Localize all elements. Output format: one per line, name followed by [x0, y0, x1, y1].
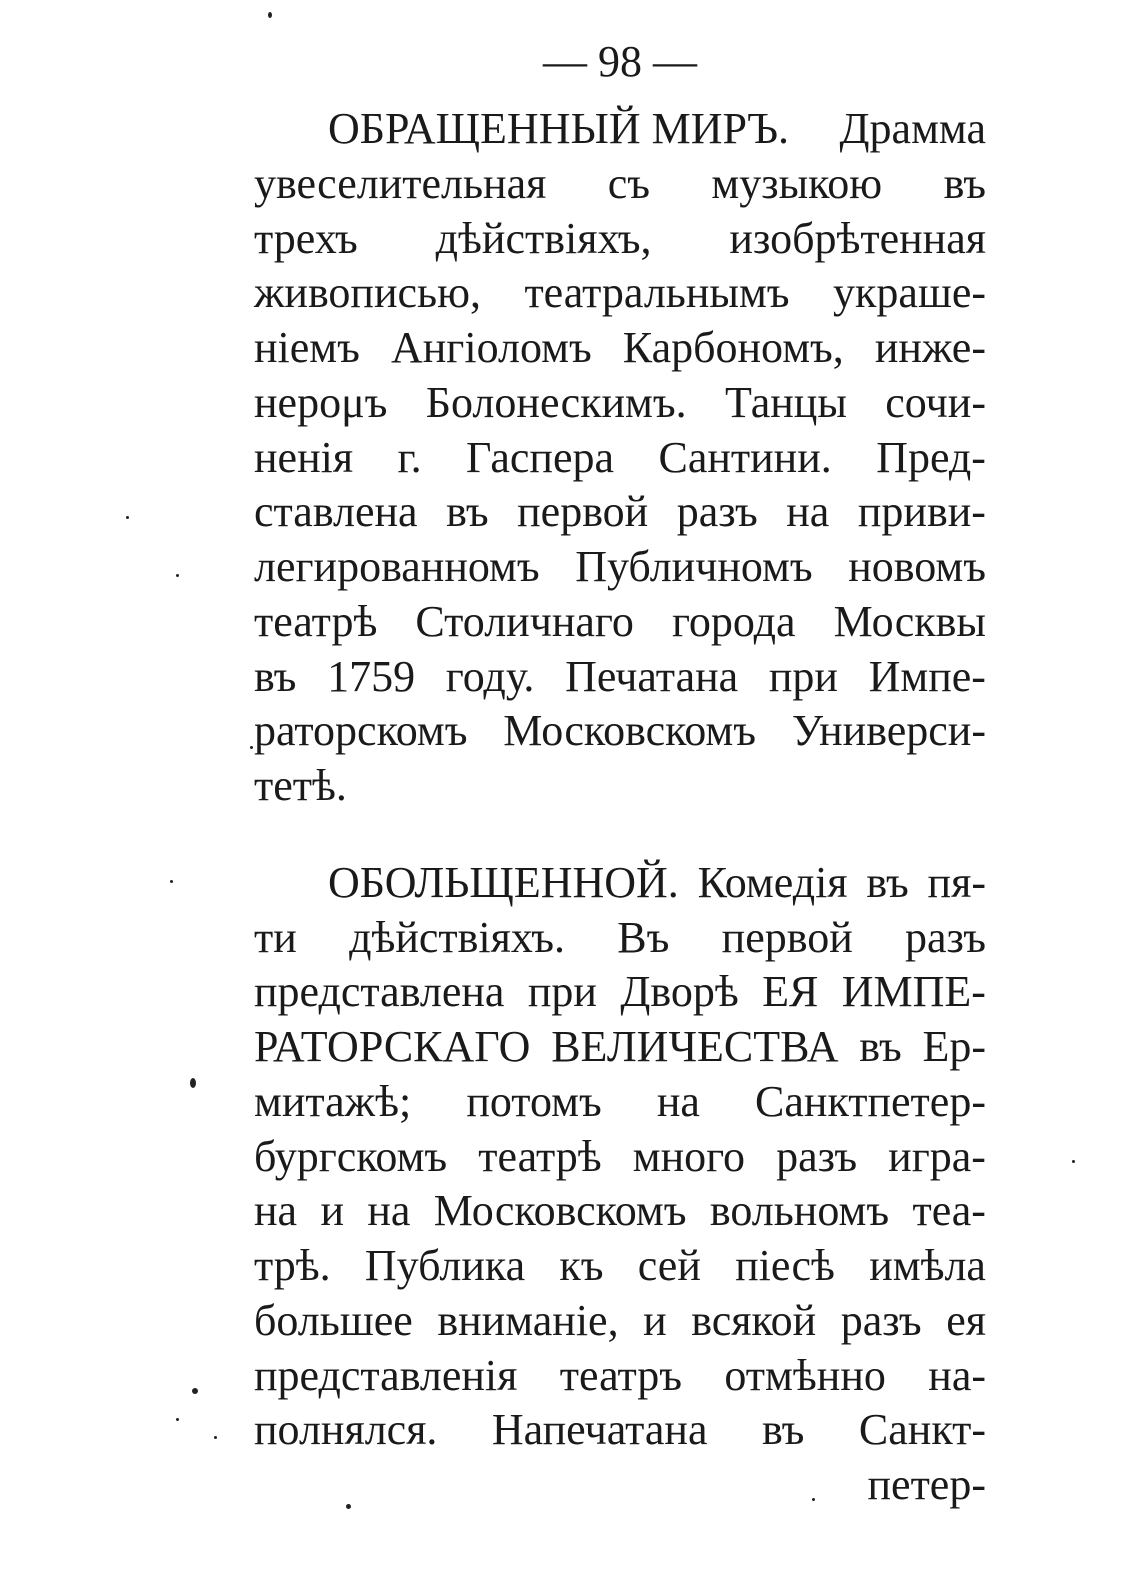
scan-speck [176, 574, 179, 577]
text-line [254, 1294, 986, 1349]
word: игра- [888, 1131, 986, 1181]
word: ставлена [254, 487, 418, 537]
word: митажѣ; [254, 1076, 412, 1126]
text-line [254, 1184, 986, 1239]
word: при [527, 967, 597, 1017]
word: Ангіоломъ [390, 323, 592, 372]
word: въ [866, 857, 909, 907]
text-line [254, 704, 986, 759]
word: ОБРАЩЕННЫЙ МИРЪ. [328, 104, 790, 153]
word: театръ [559, 1350, 682, 1400]
word: ея [946, 1295, 986, 1345]
text-line [254, 856, 986, 911]
scan-speck [812, 1498, 815, 1501]
entry-obrashchennyi-mir [254, 102, 986, 814]
word: вниманіе, [437, 1295, 619, 1345]
word: сей [637, 1241, 701, 1290]
word: города [671, 596, 796, 646]
word: на [656, 1076, 700, 1126]
word: на- [928, 1350, 986, 1400]
text-line [254, 1020, 986, 1075]
word: приви- [857, 487, 986, 537]
text-line [254, 376, 986, 431]
word: первой [517, 487, 649, 537]
word: тетѣ. [254, 761, 347, 810]
word: Ер- [922, 1022, 986, 1071]
scan-speck [250, 746, 253, 749]
word: Публичномъ [575, 542, 813, 591]
text-line [254, 485, 986, 540]
word: ЕЯ [762, 967, 819, 1017]
word: ВЕЛИЧЕСТВА [551, 1022, 839, 1071]
text-column [254, 102, 986, 1513]
word: трѣ. [254, 1241, 331, 1290]
word: Москвы [833, 596, 986, 646]
word: много [632, 1131, 746, 1181]
word: въ [943, 158, 986, 208]
text-line [254, 911, 986, 966]
word: первой [721, 912, 853, 962]
word: РАТОРСКАГО [254, 1022, 531, 1071]
text-line [254, 1075, 986, 1130]
word: Дворѣ [620, 967, 739, 1017]
word: вольномъ [709, 1186, 890, 1236]
word: на [367, 1186, 411, 1236]
word: Въ [617, 912, 670, 962]
word: Универси- [791, 706, 986, 756]
word: Печатана [565, 651, 739, 701]
word: на [254, 1186, 298, 1236]
word: и [643, 1295, 667, 1345]
scan-speck [176, 1418, 179, 1421]
word: музыкою [711, 158, 883, 208]
text-line [254, 212, 986, 267]
word: потомъ [466, 1076, 602, 1126]
word: Импе- [868, 651, 986, 701]
word: новомъ [848, 542, 986, 591]
word: Сантини. [658, 432, 832, 482]
word: петер- [867, 1460, 986, 1509]
word: г. [397, 432, 422, 482]
word: легированномъ [254, 542, 540, 591]
scan-speck [126, 516, 129, 519]
word: въ [761, 1405, 805, 1455]
word: представлена [254, 967, 505, 1017]
word: ненія [254, 432, 354, 482]
word: имѣла [869, 1241, 986, 1290]
word: сочи- [885, 377, 986, 427]
word: театрѣ [254, 596, 378, 646]
word: бургскомъ [254, 1131, 448, 1181]
scan-speck [192, 1388, 198, 1394]
text-line [254, 1349, 986, 1404]
text-line [254, 1458, 986, 1513]
word: представленія [254, 1350, 518, 1400]
word: инже- [874, 323, 986, 372]
word: Драмма [839, 104, 986, 153]
word: ти [254, 912, 297, 962]
word: большее [254, 1295, 413, 1345]
word: раторскомъ [254, 706, 468, 756]
word: разъ [905, 912, 986, 962]
word: Напечатана [491, 1405, 708, 1455]
word: Болонескимъ. [425, 377, 687, 427]
word: ніемъ [254, 323, 360, 372]
text-line [254, 266, 986, 321]
text-line [254, 965, 986, 1020]
word: дѣйствіяхъ. [349, 912, 565, 962]
entry-obolshchennoi [254, 856, 986, 1513]
word: Танцы [724, 377, 847, 427]
word: піесѣ [735, 1241, 835, 1290]
word: Комедія [697, 857, 848, 907]
word: отмѣнно [724, 1350, 886, 1400]
scan-speck [214, 1436, 217, 1439]
text-line [254, 1130, 986, 1185]
entry-gap [254, 814, 986, 856]
word: Публика [364, 1241, 526, 1290]
word: Пред- [876, 432, 986, 482]
word: увеселительная [254, 158, 547, 208]
text-line [254, 1239, 986, 1294]
text-line [254, 650, 986, 705]
text-line [254, 431, 986, 486]
word: разъ [676, 487, 758, 537]
word: полнялся. [254, 1405, 438, 1455]
word: театрѣ [478, 1131, 602, 1181]
word: ОБОЛЬЩЕННОЙ. [328, 857, 679, 907]
word: году. [445, 651, 535, 701]
page-number: — 98 — [543, 37, 697, 86]
word: разъ [776, 1131, 858, 1181]
word: всякой [691, 1295, 817, 1345]
scan-speck [1072, 1160, 1075, 1163]
word: къ [559, 1241, 604, 1290]
word: Московскомъ [503, 706, 757, 756]
text-line [254, 595, 986, 650]
word: Гаспера [466, 432, 615, 482]
word: съ [607, 158, 650, 208]
scan-speck [346, 1504, 351, 1509]
word: Санктпетер- [755, 1076, 986, 1126]
word: Карбономъ, [622, 323, 844, 372]
text-line [254, 759, 986, 814]
text-line [254, 540, 986, 595]
word: нерομъ [254, 377, 388, 427]
word: Московскомъ [433, 1186, 687, 1236]
scan-speck [190, 1078, 196, 1088]
word: Столичнаго [415, 596, 634, 646]
text-line [254, 321, 986, 376]
word: теа- [912, 1186, 986, 1236]
text-line [254, 102, 986, 157]
word: въ [859, 1022, 902, 1071]
word: живописью, [254, 268, 481, 318]
word: изобрѣтенная [729, 213, 986, 263]
word: Санкт- [858, 1405, 986, 1455]
word: 1759 [327, 651, 416, 701]
word: ИМПЕ- [841, 967, 986, 1017]
word: дѣйствіяхъ, [435, 213, 652, 263]
word: въ [446, 487, 489, 537]
word: пя- [927, 857, 986, 907]
word: въ [254, 651, 297, 701]
word: трехъ [254, 213, 358, 263]
text-line [254, 1403, 986, 1458]
word: и [320, 1186, 344, 1236]
word: театральнымъ [524, 268, 790, 318]
word: украше- [833, 268, 986, 318]
scan-speck [268, 12, 272, 18]
word: на [786, 487, 830, 537]
scan-speck [170, 880, 173, 883]
text-line [254, 157, 986, 212]
word: разъ [840, 1295, 922, 1345]
word: при [768, 651, 838, 701]
